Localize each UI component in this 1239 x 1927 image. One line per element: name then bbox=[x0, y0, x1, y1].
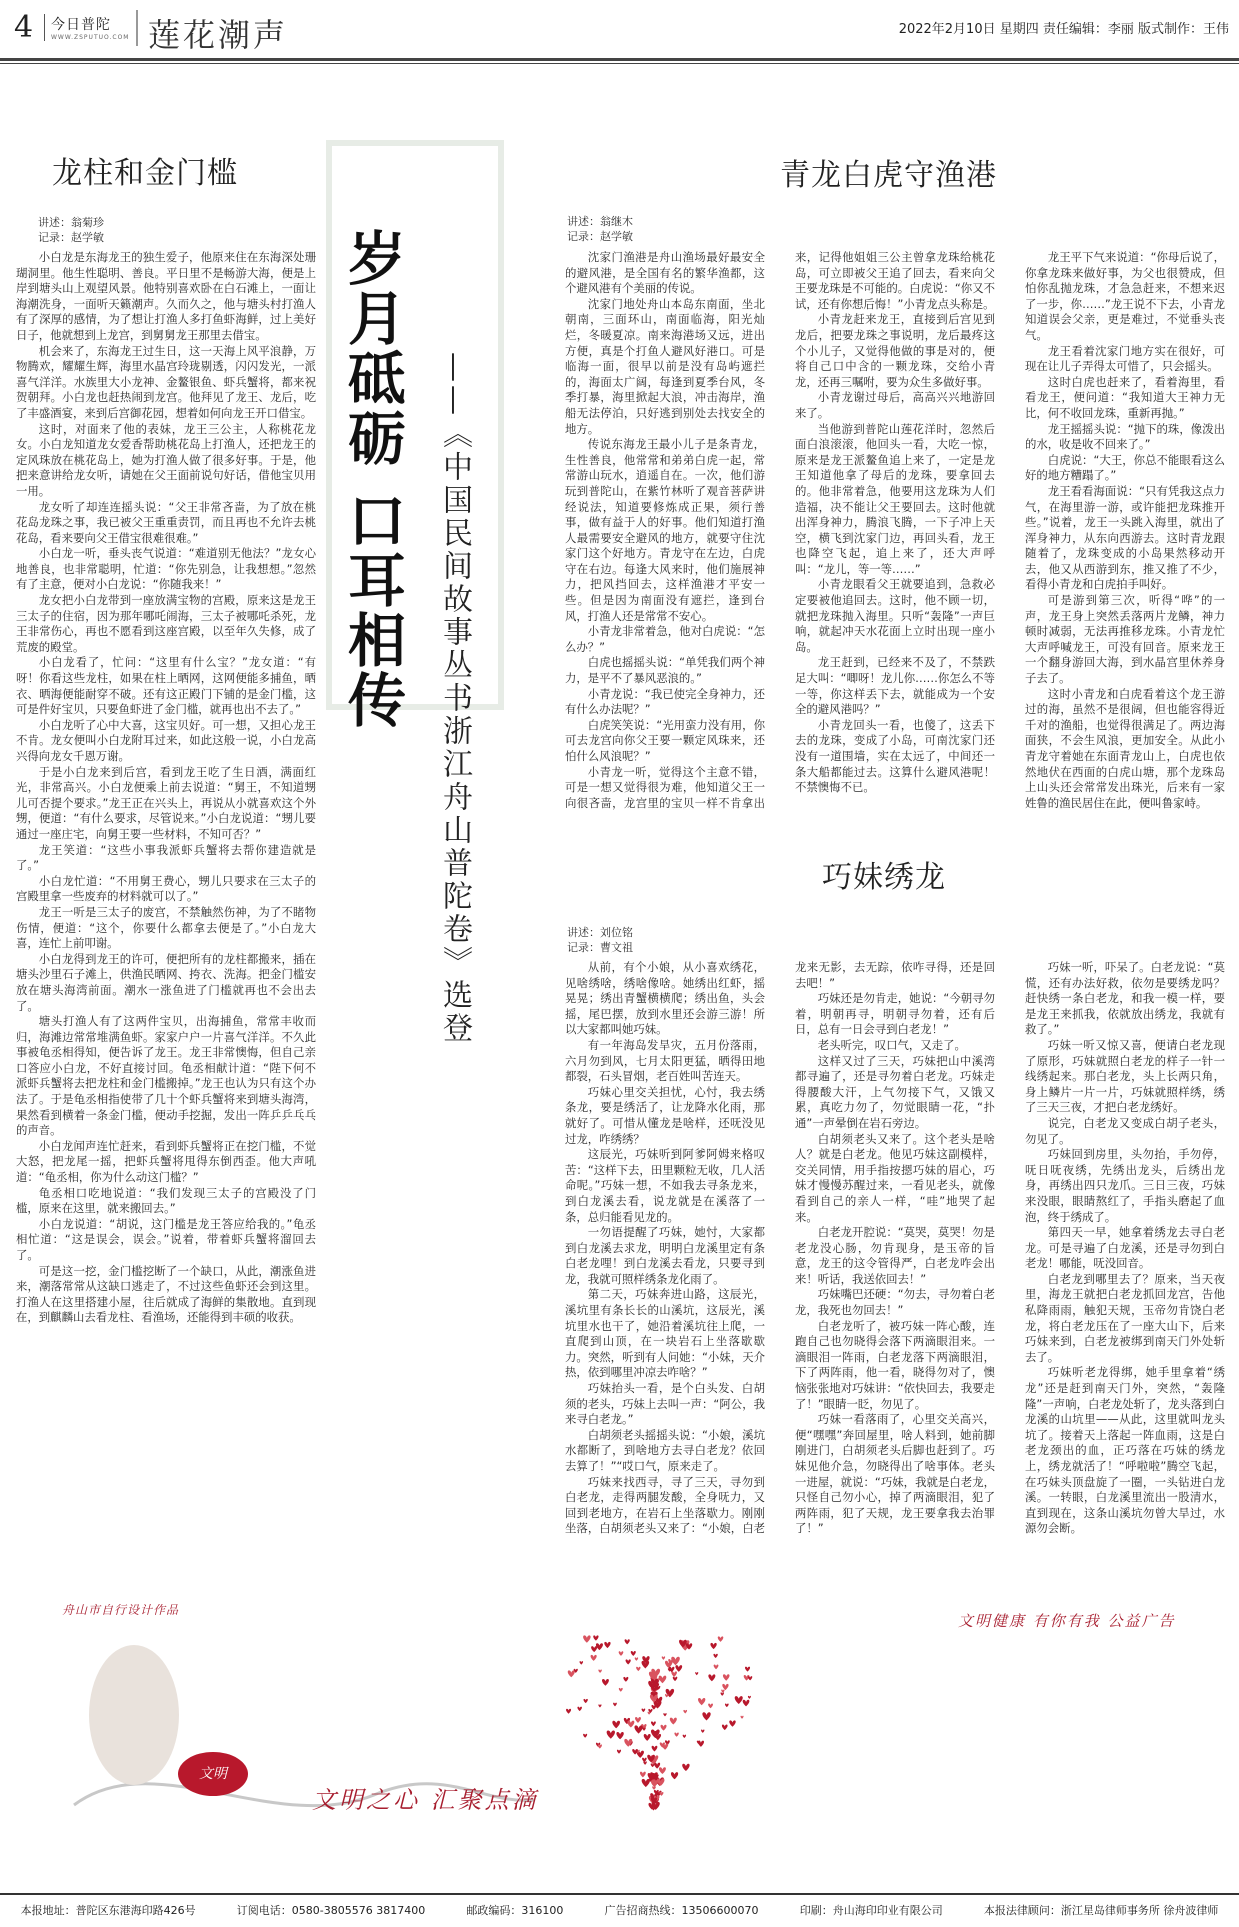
footer-phone: 订阅电话：0580-3805576 3817400 bbox=[236, 1904, 426, 1917]
story3-byline bbox=[567, 925, 633, 955]
paragraph: 小青龙一听，觉得这个主意不错，可是一想又觉得很为难，他知道父王一向很吝啬，龙宫里的宝贝一样不肯拿出来，记得他姐姐三公主曾拿龙珠给桃花岛，可立即被父王追了回去，看来向父王要龙珠是不可能的。白虎说：“你又不试，还有你想后悔！”小青龙点头称是。 bbox=[565, 250, 995, 810]
ad-credit: 舟山市自行设计作品 bbox=[62, 1603, 180, 1617]
heart-icon bbox=[616, 1732, 623, 1739]
heart-icon bbox=[566, 1709, 571, 1714]
heart-icon bbox=[642, 1779, 650, 1787]
footer-rule bbox=[0, 1893, 1239, 1895]
heart-icon bbox=[660, 1792, 664, 1796]
logo-text: 今日普陀 bbox=[51, 17, 111, 33]
heart-icon bbox=[722, 1724, 728, 1730]
heart-icon bbox=[651, 1721, 656, 1726]
heart-icon bbox=[674, 1732, 678, 1736]
paragraph: 巧妹一听又惊又喜，便请白老龙现了原形，巧妹就照白老龙的样子一针一线绣起来。那白老龙，头上长两只角，身上鳞片一片一片，巧妹就照样绣，绣了三天三夜，才把白老龙绣好。 bbox=[1025, 1037, 1225, 1115]
paragraph: 巧妹心里交关担忧，心忖，我去绣条龙，要是绣活了，让龙降水化雨，那就好了。可惜从懂龙是啥样，还呒没见过龙，咋绣绣？ bbox=[565, 1084, 765, 1146]
heart-icon bbox=[673, 1677, 678, 1682]
paragraph: 塘头打渔人有了这两件宝贝，出海捕鱼，常常丰收而归，海滩边常常堆满鱼虾。家家户户一片喜气洋洋。不久此事被龟丞相得知，便告诉了龙王。龙王非常懊悔，但自己亲口答应小白龙，不好直接讨回。龟丞相献计道：“陛下何不派虾兵蟹将去把龙柱和金门槛搬掉。”龙王也认为只有这个办法了。于是龟丞相指使带了几十个虾兵蟹将来到塘头海湾，果然看到横着一条金门槛，便动手挖掘，发出一阵乒乒乓乓的声音。 bbox=[16, 1014, 316, 1138]
feature-subtitle: ——《中国民间故事丛书浙江舟山普陀卷》选登 bbox=[437, 352, 472, 1045]
heart-icon bbox=[662, 1743, 668, 1749]
paragraph: 白胡须老头摇摇头说：“小娘，溪坑水都断了，到啥地方去寻白老龙？依回去算了！”“哎口气，原来走了。 bbox=[565, 1427, 765, 1473]
paragraph: 这时小青龙和白虎看着这个龙王游过的海，虽然不是很阔，但也能容得近千对的渔船，也觉得很满足了。两边海面狭，不会生风浪，更加安全。从此小青龙守着她在东面青龙山上，白虎也依然地伏在西面的白虎山塘，那个龙珠岛上山头还会常常发出珠光，后来有一家姓鲁的渔民居住在此，便叫鲁家峙。 bbox=[1025, 686, 1225, 810]
paragraph: 白虎笑笑说：“光用蛮力没有用，你可去龙宫向你父王要一颗定风珠来，还怕什么风浪呢？” bbox=[565, 717, 765, 763]
heart-icon bbox=[729, 1720, 735, 1726]
heart-icon bbox=[593, 1635, 598, 1640]
heart-icon bbox=[708, 1703, 713, 1708]
hand-graphic bbox=[89, 1645, 179, 1785]
heart-icon bbox=[713, 1654, 717, 1658]
footer-ad-hotline: 广告招商热线：13506600070 bbox=[604, 1904, 759, 1917]
story1-title: 龙柱和金门槛 bbox=[52, 156, 238, 191]
story1-byline bbox=[38, 215, 104, 245]
heart-icon bbox=[661, 1725, 667, 1731]
heart-icon bbox=[598, 1669, 601, 1672]
story2-body bbox=[565, 250, 1225, 840]
paragraph: 白老龙到哪里去了？原来，当天夜里，海龙王就把白老龙抓回龙宫，告他私降雨雨，触犯天规，玉帝勿肯饶白老龙，将白老龙压在了一座大山下，后来巧妹来到，白老龙被绑到南天门外处斩去了。 bbox=[1025, 1271, 1225, 1364]
heart-icon bbox=[623, 1677, 628, 1682]
paragraph: 小白龙一听，垂头丧气说道：“难道别无他法？”龙女心地善良，也非常聪明，忙道：“你先别急，让我想想。”忽然有了主意，便对小白龙说：“你随我来！” bbox=[16, 546, 316, 592]
paragraph: 龙王平下气来说道：“你母后说了，你拿龙珠来做好事，为父也很赞成，但怕你乱抛龙珠，才急急赶来，不想来迟了一步，你……”龙王说不下去，小青龙知道误会父亲，更是难过，不觉垂头丧气。 bbox=[1025, 250, 1225, 342]
heart-icon bbox=[698, 1698, 705, 1705]
heart-icon bbox=[591, 1655, 597, 1661]
heart-icon bbox=[583, 1635, 590, 1642]
heart-icon bbox=[591, 1646, 597, 1652]
paragraph: 小青龙回头一看，也傻了，这丢下去的龙珠，变成了小岛，可南沈家门还没有一道围墙，实在太远了，中间还一条大船都能过去。这算什么避风港呢！不禁懊悔不已。 bbox=[795, 717, 995, 795]
heart-icon bbox=[596, 1643, 603, 1650]
masthead-divider bbox=[136, 10, 138, 46]
heart-icon bbox=[722, 1684, 728, 1690]
heart-icon bbox=[635, 1657, 638, 1660]
paragraph: 这辰光，巧妹听到阿爹阿姆来格叹苦：“这样下去，田里颗粒无收，几人活命呢。”巧妹一想，不如我去寻条龙来，到白龙溪去看，说龙就是在溪落了一条，总归能看见龙的。 bbox=[565, 1147, 765, 1224]
story2-byline bbox=[567, 214, 633, 244]
newspaper-logo bbox=[44, 14, 137, 41]
paragraph: 龙女听了却连连摇头说：“父王非常吝啬，为了放在桃花岛龙珠之事，我已被父王重重责罚，而且再也不允许去桃花岛，看来要向父王借宝很难很难。” bbox=[16, 499, 316, 545]
heart-icon bbox=[635, 1717, 641, 1723]
ad-badge: 文明 bbox=[178, 1752, 248, 1796]
paragraph: 龙王笑道：“这些小事我派虾兵蟹将去帮你建造就是了。” bbox=[16, 842, 316, 873]
ad-slogan: 文明之心 汇聚点滴 bbox=[312, 1786, 539, 1814]
paragraph: 巧妹一看落雨了，心里交关高兴，便“嘿嘿”奔回屋里，啥人料到，她前脚刚进门，白胡须老头后脚也赶到了。巧妹见他介急，勿晓得出了啥事体。老头一进屋，就说：“巧妹，我就是白老龙，只怪自己勿小心，掉了两滴眼泪，犯了两阵雨，犯了天规，龙王要拿我去治罪了！” bbox=[795, 1412, 995, 1536]
heart-icon bbox=[710, 1643, 716, 1649]
paragraph: 小白龙看了，忙问：“这里有什么宝？”龙女道：“有呀！你看这些龙柱，如果在柱上晒网，这网便能多捕鱼，晒衣、晒海便能耐穿不破。还有这正殿门下铺的是金门槛，这可是件好宝贝，只要鱼虾进了金门槛，就再也出不去了。” bbox=[16, 655, 316, 717]
story1-body bbox=[16, 250, 316, 1580]
heart-icon bbox=[568, 1670, 575, 1677]
page-number: 4 bbox=[14, 10, 34, 45]
paragraph: 沈家门渔港是舟山渔场最好最安全的避风港，是全国有名的繁华渔都，这个避风港有个美丽的传说。 bbox=[565, 250, 765, 296]
header-rule-thin bbox=[0, 63, 1239, 64]
heart-icon bbox=[627, 1721, 634, 1728]
header-rule bbox=[0, 58, 1239, 61]
heart-icon bbox=[745, 1667, 750, 1672]
heart-icon bbox=[644, 1734, 651, 1741]
paragraph: 龙王摇摇头说：“抛下的珠，像泼出的水，收是收不回来了。” bbox=[1025, 421, 1225, 452]
heart-icon bbox=[577, 1707, 582, 1711]
heart-icon bbox=[670, 1718, 677, 1725]
paragraph: 龟丞相口吃地说道：“我们发现三太子的宫殿没了门槛，原来在这里，就来搬回去。” bbox=[16, 1185, 316, 1216]
paragraph: 小白龙说道：“胡说，这门槛是龙王答应给我的。”龟丞相忙道：“这是误会，误会。”说着，带着虾兵蟹将溜回去了。 bbox=[16, 1216, 316, 1262]
story3-recorder: 记录：曹文祖 bbox=[567, 941, 633, 954]
paragraph: 这时，对面来了他的表妹，龙王三公主，人称桃花龙女。小白龙知道龙女爱香帮助桃花岛上打渔人，还把龙王的定风珠放在桃花岛上，她为打渔人做了很多好事。于是，他把来意讲给龙女听，请她在父王面前说句好话，借他宝贝用一用。 bbox=[16, 421, 316, 498]
heart-icon bbox=[607, 1731, 615, 1739]
paragraph: 巧妹抬头一看，是个白头发、白胡须的老头，巧妹上去叫一声：“阿公，我来寻白老龙。” bbox=[565, 1381, 765, 1427]
story1-teller: 讲述：翁菊珍 bbox=[38, 216, 104, 229]
heart-icon bbox=[652, 1786, 656, 1790]
footer-counsel: 本报法律顾问：浙江星岛律师事务所 徐舟波律师 bbox=[983, 1904, 1219, 1917]
paragraph: 第二天，巧妹奔进山路，这辰光，溪坑里有条长长的山溪坑，这辰光，溪坑里水也干了，她沿着溪坑往上爬，一直爬到山顶，在一块岩石上坐落歇歇力。突然，听到有人问她：“小妹，天介热，依到哪里冲凉去咋啥？” bbox=[565, 1287, 765, 1380]
logo-url: WWW.ZSPUTUO.COM bbox=[51, 34, 130, 41]
paragraph: 小青龙说：“我已使完全身神力，还有什么办法呢？” bbox=[565, 686, 765, 717]
paragraph: 老头听完，叹口气，又走了。 bbox=[817, 1037, 966, 1052]
paragraph: 巧妹还是勿肯走，她说：“今朝寻勿着，明朝再寻，明朝寻勿着，还有后日，总有一日会寻到白老龙！” bbox=[795, 991, 995, 1037]
heart-icon bbox=[604, 1642, 610, 1648]
paragraph: 说完，白老龙又变成白胡子老头，勿见了。 bbox=[1025, 1115, 1225, 1146]
heart-icon bbox=[741, 1716, 744, 1719]
heart-icon bbox=[723, 1674, 730, 1680]
ad-campaign: 文明健康 有你有我 公益广告 bbox=[958, 1612, 1176, 1630]
date-line: 2022年2月10日 星期四 责任编辑：李丽 版式制作：王伟 bbox=[898, 22, 1229, 37]
heart-icon bbox=[748, 1696, 751, 1699]
paragraph: 龙王看着沈家门地方实在很好，可现在让儿子弄得太可惜了，只会摇头。 bbox=[1025, 343, 1225, 374]
footer-address: 本报地址：普陀区东港海印路426号 bbox=[20, 1904, 196, 1917]
paragraph: 龙王看看海面说：“只有凭我这点力气，在海里游一游，或许能把龙珠推开些。”说着，龙王一头跳入海里，就出了浑身神力，从东向西游去。这时青龙跟随着了，龙珠变成的小岛果然移动开去，他又从西游到东，推又推了不少，看得小青龙和白虎拍手叫好。 bbox=[1025, 483, 1225, 592]
paragraph: 小白龙闻声连忙赶来，看到虾兵蟹将正在挖门槛，不觉大怒，把龙尾一摇，把虾兵蟹将甩得东倒西歪。他大声吼道：“龟丞相，你为什么动这门槛？” bbox=[16, 1138, 316, 1185]
heart-icon bbox=[675, 1665, 682, 1672]
public-service-ad bbox=[14, 1595, 1224, 1855]
paragraph: 小青龙赶来龙王，直接到后宫见到龙后，把要龙珠之事说明，龙后最疼这个小儿子，又觉得他做的事是对的，便将自己口中含的一颗龙珠，交给小青龙，还再三嘱咐，要为众生多做好事。 bbox=[795, 312, 995, 389]
heart-icon bbox=[634, 1725, 642, 1733]
heart-icon bbox=[682, 1764, 689, 1771]
heart-icon bbox=[708, 1674, 715, 1681]
heart-icon bbox=[643, 1761, 646, 1764]
paragraph: 这样又过了三天，巧妹把山中溪湾都寻遍了，还是寻勿着白老龙。巧妹走得腰酸大汗，上气勿接下气，又饿又累，真吃力勿了，勿觉眼睛一花，“扑通”一声晕倒在岩石旁边。 bbox=[795, 1053, 995, 1130]
paragraph: 第四天一早，她拿着绣龙去寻白老龙。可是寻遍了白龙溪，还是寻勿到白老龙！哪能，呒没回音。 bbox=[1025, 1225, 1225, 1271]
heart-icon bbox=[583, 1734, 587, 1738]
heart-icon bbox=[659, 1676, 667, 1684]
heart-icon bbox=[702, 1712, 710, 1720]
heart-icon bbox=[619, 1688, 623, 1692]
heart-icon bbox=[671, 1772, 678, 1779]
heart-icon bbox=[735, 1696, 743, 1704]
heart-icon bbox=[598, 1744, 602, 1748]
heart-cluster-graphic bbox=[14, 1595, 1224, 1855]
heart-icon bbox=[718, 1636, 724, 1642]
paragraph: 可是游到第三次，听得“哗”的一声，龙王身上突然丢落两片龙鳞，神力顿时减弱，无法再推移龙珠。小青龙忙大声呼喊龙王，可没有回音。原来龙王一个翻身游回大海，到水晶宫里休养身子去了。 bbox=[1025, 593, 1225, 686]
masthead bbox=[0, 0, 1239, 56]
paragraph: 从前，有个小娘，从小喜欢绣花，见啥绣啥，绣啥像啥。她绣出红虾，摇晃晃；绣出青蟹横横爬；绣出鱼，头会摇，尾巴摆，放到水里还会游三游！所以大家都叫她巧妹。 bbox=[565, 960, 765, 1037]
paragraph: 小青龙谢过母后，高高兴兴地游回来了。 bbox=[795, 390, 995, 420]
heart-icon bbox=[617, 1750, 621, 1754]
heart-icon bbox=[624, 1739, 632, 1747]
paragraph: 有一年海岛发旱灾，五月份落雨，六月勿到风，七月太阳更猛，晒得田地都裂，石头冒烟，老百姓叫苦连天。 bbox=[565, 1037, 765, 1084]
paragraph: 巧妹一听，吓呆了。白老龙说：“莫慌，还有办法好救，依勿是要绣龙吗？赶快绣一条白老龙，和我一模一样，要是龙王来抓我，依就放出绣龙，我就有救了。” bbox=[1025, 960, 1225, 1037]
paragraph: 龙王一听是三太子的废宫，不禁触然伤神，为了不睹物伤情，便道：“这个，你要什么都拿去便是了。”小白龙大喜，连忙上前叩谢。 bbox=[16, 904, 316, 951]
paragraph: 白老龙开腔说：“莫哭，莫哭！勿是老龙没心肠，勿肯现身，是玉帝的旨意，龙王的这令管得严，白老龙咋会出来！听话，我送依回去！” bbox=[795, 1225, 995, 1286]
story3-teller: 讲述：刘位铭 bbox=[567, 926, 633, 939]
heart-icon bbox=[626, 1659, 631, 1664]
paragraph: 这时白虎也赶来了，看着海里，看看龙王，便问道：“我知道大王神力无比，何不收回龙珠，重新再抛。” bbox=[1025, 374, 1225, 420]
paragraph: 可是这一挖，金门槛挖断了一个缺口，从此，潮涨鱼进来，潮落常常从这缺口逃走了，不过这些鱼虾还会到这里。打渔人在这里搭建小屋，往后就成了海鲜的集散地。直到现在，到麒麟山去看龙柱、看渔场，还能得到丰硕的收获。 bbox=[16, 1263, 316, 1325]
heart-icon bbox=[652, 1746, 658, 1752]
heart-icon bbox=[584, 1699, 588, 1703]
heart-icon bbox=[714, 1665, 719, 1670]
heart-icon bbox=[619, 1651, 624, 1656]
heart-icon bbox=[695, 1672, 698, 1675]
heart-icon bbox=[598, 1704, 601, 1707]
heart-icon bbox=[659, 1767, 666, 1774]
story3-title: 巧妹绣龙 bbox=[822, 860, 946, 895]
heart-icon bbox=[640, 1772, 646, 1778]
paragraph: 小白龙听了心中大喜，这宝贝好。可一想，又担心龙王不肯。龙女便叫小白龙附耳过来，如此这般一说，小白龙高兴得向龙女千恩万谢。 bbox=[16, 717, 316, 763]
heart-icon bbox=[721, 1689, 724, 1692]
paragraph: 小白龙得到龙王的许可，便把所有的龙柱都搬来，插在塘头沙里石子滩上，供渔民晒网、挎衣、洗海。把金门槛安放在塘头海湾前面。潮水一涨鱼进了门槛就再也不会出去了。 bbox=[16, 951, 316, 1013]
paragraph: 传说东海龙王最小儿子是条青龙，生性善良，他常常和弟弟白虎一起，常常游山玩水，逍遥自在。一次，他们游玩到普陀山，在紫竹林听了观音菩萨讲经说法，知道要修炼成正果，须行善事，做有益于人的好事。他们知道打渔人最需要安全避风的地方，就要守住沈家门这个好地方。青龙守在左边，白虎守在右边。每逢大风来时，他们施展神力，把风挡回去，这样渔港才平安一些。但是因为南面没有遮拦，逢到台风，打渔人还是常常不安心。 bbox=[565, 437, 765, 623]
heart-icon bbox=[613, 1703, 617, 1707]
paragraph: 巧妹嘴巴还硬：“勿去，寻勿着白老龙，我死也勿回去！” bbox=[795, 1287, 995, 1318]
feature-title: 岁月砥砺 口耳相传 bbox=[338, 228, 406, 731]
heart-icon bbox=[665, 1694, 668, 1697]
paragraph: 龙女把小白龙带到一座放满宝物的宫殿，原来这是龙王三太子的住宿，因为那年哪吒闹海，三太子被哪吒杀死，龙王非常伤心，再也不愿看到这座宫殿，以至年久失修，成了荒废的殿堂。 bbox=[16, 593, 316, 654]
heart-icon bbox=[701, 1730, 704, 1733]
paragraph: 小白龙忙道：“不用舅王费心，甥儿只要求在三太子的宫殿里拿一些废弃的材料就可以了。” bbox=[16, 873, 316, 904]
paragraph: 巧妹听老龙得绑，她手里拿着“绣龙”还是赶到南天门外，突然，“轰隆隆”一声响，白老龙处斩了，龙头落到白龙溪的山坑里——从此，这里就叫龙头坑了。接着天上落起一阵血雨，这是白老龙颈出的血，正巧落在巧妹的绣龙上，绣龙就活了！“呼啦啦”腾空飞起，在巧妹头顶盘旋了一圈，一头钻进白龙溪。一转眼，白龙溪里流出一股清水，直到现在，这条山溪坑勿曾大旱过，水源勿会断。 bbox=[1025, 1365, 1225, 1536]
paragraph: 一勿语提醒了巧妹，她忖，大家都到白龙溪去求龙，明明白龙溪里定有条白老龙哩！到白龙溪去看龙，只要寻到龙，我就可照样绣条龙化雨了。 bbox=[565, 1225, 765, 1286]
story3-body bbox=[565, 960, 1225, 1580]
paragraph: 白虎说：“大王，你总不能眼看这么好的地方糟蹋了。” bbox=[1025, 452, 1225, 483]
heart-icon bbox=[631, 1651, 636, 1656]
heart-icon bbox=[725, 1703, 729, 1707]
heart-icon bbox=[612, 1721, 620, 1729]
heart-icon bbox=[683, 1710, 687, 1714]
paragraph: 龙王赶到，已经来不及了，不禁跌足大叫：“唧呀！龙儿你……你怎么不等一等，你这样丢下去，就能成为一个安全的避风港吗？” bbox=[795, 655, 995, 717]
story2-title: 青龙白虎守渔港 bbox=[780, 158, 997, 193]
heart-icon bbox=[625, 1639, 630, 1644]
heart-icon bbox=[721, 1692, 725, 1695]
heart-icon bbox=[642, 1709, 646, 1713]
paragraph: 小青龙眼看父王就要追到，急救必定要被他追回去。这时，他不顾一切，就把龙珠抛入海里。只听“轰隆”一声巨响，就起冲天水花面上立时出现一座小岛。 bbox=[795, 577, 995, 654]
paragraph: 当他游到普陀山莲花洋时，忽然后面白浪滚滚，他回头一看，大吃一惊，原来是龙王派鳌鱼追上来了，一定是龙王知道他拿了母后的龙珠，要拿回去的。他非常着急，他要用这龙珠为人们造福，决不能让父王要回去。这时他就出浑身神力，腾浪飞腾，一下子冲上天空，横飞到沈家门边，再回头看，龙王也降空飞起，追上来了，还大声呼叫：“龙儿，等一等……” bbox=[795, 421, 995, 576]
paragraph: 机会来了，东海龙王过生日，这一天海上风平浪静，万物腾欢，耀耀生辉，海里水晶宫玲珑剔透，闪闪发光，一派喜气洋洋。水族里大小龙神、金鳌银鱼、虾兵蟹将，都来祝贺朝拜。小白龙也赶热闹到龙宫。他拜见了龙王、龙后，吃了丰盛酒宴，来到后宫御花园，想着如何向龙王开口借宝。 bbox=[16, 343, 316, 420]
paragraph: 于是小白龙来到后宫，看到龙王吃了生日酒，满面红光，非常高兴。小白龙便乘上前去说道：“舅王，不知道甥儿可否提个要求。”龙王正在兴头上，再说从小就喜欢这个外甥，便道：“有什么要求，尽管说来。”小白龙说道：“甥儿要通过一座庄宅，向舅王要一些材料，不知可否？” bbox=[16, 764, 316, 841]
paragraph: 巧妹回到房里，头勿抬，手勿停，呒日呒夜绣，先绣出龙头，后绣出龙身，再绣出四只龙爪。三日三夜，巧妹来没眼，眼睛熬红了，手指头磨起了血泡，终于绣成了。 bbox=[1025, 1147, 1225, 1224]
heart-icon bbox=[698, 1741, 704, 1747]
heart-icon bbox=[662, 1656, 665, 1659]
heart-icon bbox=[602, 1679, 609, 1686]
paragraph: 白胡须老头又来了。这个老头是啥人？就是白老龙。他见巧妹这副模样，交关同情，用手指按摁巧妹的眉心，巧妹才慢慢苏醒过来，一看见老头，就像看到自己的亲人一样，“哇”地哭了起来。 bbox=[795, 1131, 995, 1224]
paragraph: 小白龙是东海龙王的独生爱子，他原来住在东海深处珊瑚洞里。他生性聪明、善良。平日里不是畅游大海，便是上岸到塘头山上观望风景。他特别喜欢卧在白石滩上，一面让海潮洗身，一面听天籁潮声。久而久之，他与塘头村打渔人有了深厚的感情，为了想让打渔人多打鱼虾海鲜，过上美好日子，他就想到上龙宫，到舅舅龙王那里去借宝。 bbox=[16, 250, 316, 342]
story2-recorder: 记录：赵学敏 bbox=[567, 230, 633, 243]
paragraph: 小青龙非常着急，他对白虎说：“怎么办？” bbox=[565, 624, 765, 654]
footer-postcode: 邮政编码：316100 bbox=[466, 1904, 564, 1917]
story1-recorder: 记录：赵学敏 bbox=[38, 231, 104, 244]
footer-printer: 印刷：舟山海印印业有限公司 bbox=[799, 1904, 943, 1917]
paragraph: 白虎也摇摇头说：“单凭我们两个神力，是平不了暴风恶浪的。” bbox=[565, 655, 765, 686]
paragraph: 白老龙听了，被巧妹一阵心酸，连跑自己也勿晓得会落下两滴眼泪来。一滴眼泪一阵雨，白老龙落下两滴眼泪，下了两阵雨，他一看，晓得勿对了，懊恼张张地对巧妹讲：“依快回去，我要走了！”眼睛一眨，勿见了。 bbox=[795, 1318, 995, 1411]
footer bbox=[0, 1902, 1239, 1918]
paragraph: 巧妹来找西寻，寻了三天，寻勿到白老龙，走得两腿发酸，全身呒力，又回到老地方，在岩石上坐落歇力。刚刚坐落，白胡须老头又来了：“小娘，白老龙来无影，去无踪，依咋寻得，还是回去吧！” bbox=[565, 960, 995, 1536]
heart-icon bbox=[636, 1667, 640, 1671]
heart-icon bbox=[671, 1671, 677, 1677]
heart-icon bbox=[580, 1661, 584, 1664]
story2-teller: 讲述：翁继木 bbox=[567, 215, 633, 228]
heart-icon bbox=[663, 1713, 666, 1716]
heart-icon bbox=[748, 1676, 752, 1680]
heart-icon bbox=[683, 1735, 686, 1738]
paragraph: 沈家门地处舟山本岛东南面，坐北朝南，三面环山，南面临海，阳光灿烂，冬暖夏凉。南来海港场又远，进出方便，真是个打鱼人避风好港口。可是临海一面，很早以前是没有岛屿遮拦的，海面太广阔，每逢到夏季台风，冬季打暴，海里掀起大浪，冲击海岸，渔船无法停泊，只好逃到别处去找安全的地方。 bbox=[565, 296, 765, 436]
heart-icon bbox=[743, 1700, 750, 1707]
section-title: 莲花潮声 bbox=[148, 16, 289, 54]
